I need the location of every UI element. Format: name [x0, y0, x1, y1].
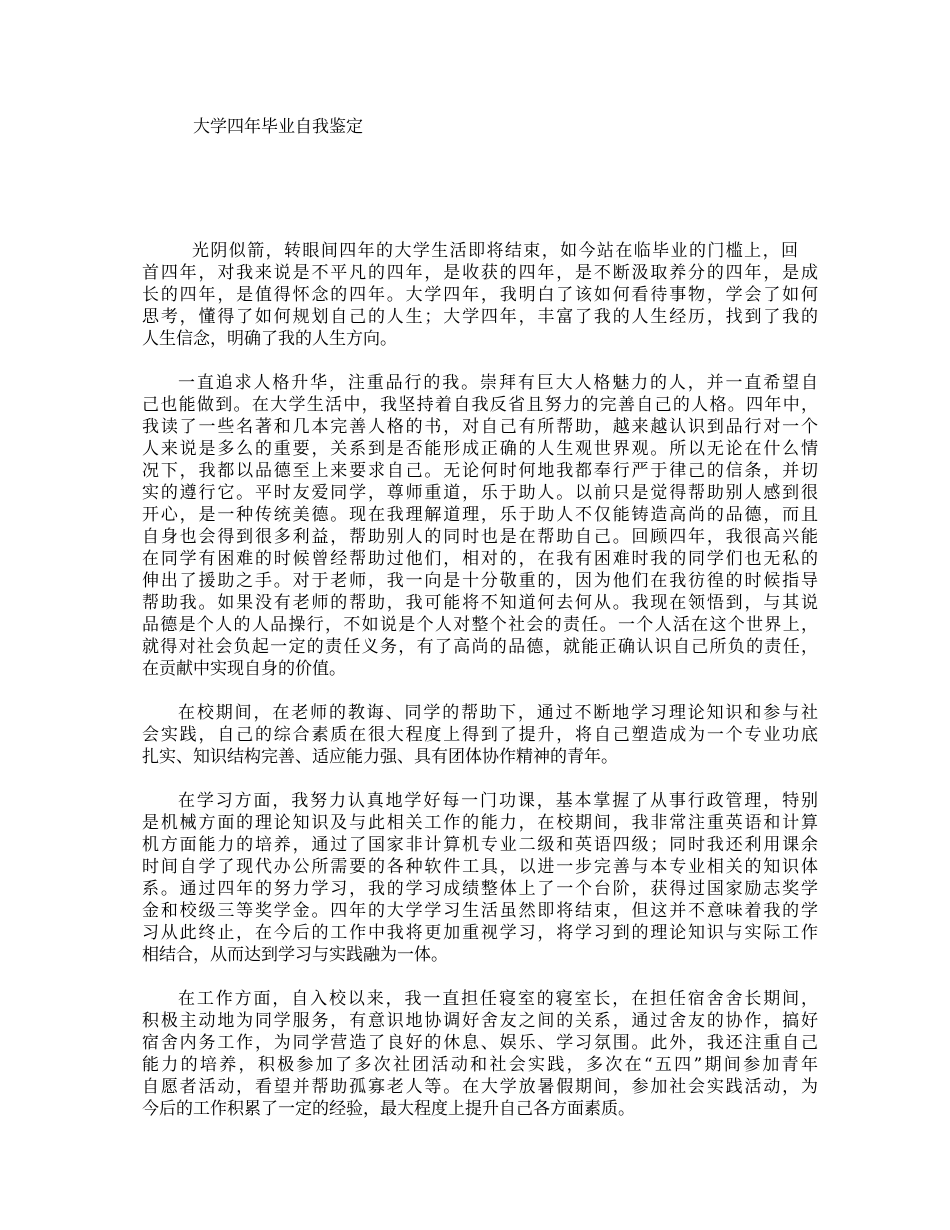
- paragraph-line: 在工作方面，自入校以来，我一直担任寝室的寝室长，在担任宿舍舍长期间，: [178, 989, 818, 1009]
- paragraph-line: 实的遵行它。平时友爱同学，尊师重道，乐于助人。以前只是觉得帮助别人感到很: [142, 483, 818, 503]
- paragraph-line: 今后的工作积累了一定的经验，最大程度上提升自己各方面素质。: [142, 1099, 635, 1119]
- paragraph-line: 一直追求人格升华，注重品行的我。崇拜有巨大人格魅力的人，并一直希望自: [178, 373, 818, 393]
- paragraph-line: 帮助我。如果没有老师的帮助，我可能将不知道何去何从。我现在领悟到，与其说: [142, 593, 818, 613]
- paragraph-line: 在贡献中实现自身的价值。: [142, 659, 346, 679]
- paragraph-line: 品德是个人的人品操行，不如说是个人对整个社会的责任。一个人活在这个世界上，: [142, 615, 818, 635]
- paragraph-line: 在校期间，在老师的教诲、同学的帮助下，通过不断地学习理论知识和参与社: [178, 703, 818, 723]
- document-title: 大学四年毕业自我鉴定: [193, 117, 363, 137]
- paragraph-line: 会实践，自己的综合素质在很大程度上得到了提升，将自己塑造成为一个专业功底: [142, 725, 818, 745]
- paragraph-line: 己也能做到。在大学生活中，我坚持着自我反省且努力的完善自己的人格。四年中，: [142, 395, 818, 415]
- paragraph-line: 我读了一些名著和几本完善人格的书，对自己有所帮助，越来越认识到品行对一个: [142, 417, 818, 437]
- paragraph-line: 思考，懂得了如何规划自己的人生；大学四年，丰富了我的人生经历，找到了我的: [142, 307, 818, 327]
- paragraph-line: 自愿者活动，看望并帮助孤寡老人等。在大学放暑假期间，参加社会实践活动，为: [142, 1077, 818, 1097]
- paragraph-line: 是机械方面的理论知识及与此相关工作的能力，在校期间，我非常注重英语和计算: [142, 813, 818, 833]
- paragraph-line: 金和校级三等奖学金。四年的大学学习生活虽然即将结束，但这并不意味着我的学: [142, 901, 818, 921]
- paragraph-line: 相结合，从而达到学习与实践融为一体。: [142, 945, 448, 965]
- paragraph-line: 扎实、知识结构完善、适应能力强、具有团体协作精神的青年。: [142, 747, 618, 767]
- paragraph-line: 积极主动地为同学服务，有意识地协调好舍友之间的关系，通过舍友的协作，搞好: [142, 1011, 818, 1031]
- paragraph-line: 人来说是多么的重要，关系到是否能形成正确的人生观世界观。所以无论在什么情: [142, 439, 818, 459]
- paragraph-line: 长的四年，是值得怀念的四年。大学四年，我明白了该如何看待事物，学会了如何: [142, 285, 818, 305]
- paragraph-line: 光阴似箭，转眼间四年的大学生活即将结束，如今站在临毕业的门槛上，回: [192, 241, 798, 261]
- paragraph-line: 人生信念，明确了我的人生方向。: [142, 329, 397, 349]
- paragraph-line: 伸出了援助之手。对于老师，我一向是十分敬重的，因为他们在我彷徨的时候指导: [142, 571, 818, 591]
- paragraph-line: 机方面能力的培养，通过了国家非计算机专业二级和英语四级；同时我还利用课余: [142, 835, 818, 855]
- paragraph-line: 就得对社会负起一定的责任义务，有了高尚的品德，就能正确认识自己所负的责任，: [142, 637, 818, 657]
- paragraph-line: 习从此终止，在今后的工作中我将更加重视学习，将学习到的理论知识与实际工作: [142, 923, 818, 943]
- paragraph-line: 在同学有困难的时候曾经帮助过他们，相对的，在我有困难时我的同学们也无私的: [142, 549, 818, 569]
- paragraph-line: 系。通过四年的努力学习，我的学习成绩整体上了一个台阶，获得过国家励志奖学: [142, 879, 818, 899]
- paragraph-line: 况下，我都以品德至上来要求自己。无论何时何地我都奉行严于律己的信条，并切: [142, 461, 818, 481]
- paragraph-line: 能力的培养，积极参加了多次社团活动和社会实践，多次在“五四”期间参加青年: [142, 1055, 818, 1075]
- paragraph-line: 自身也会得到很多利益，帮助别人的同时也是在帮助自己。回顾四年，我很高兴能: [142, 527, 818, 547]
- paragraph-line: 宿舍内务工作，为同学营造了良好的休息、娱乐、学习氛围。此外，我还注重自己: [142, 1033, 818, 1053]
- paragraph-line: 首四年，对我来说是不平凡的四年，是收获的四年，是不断汲取养分的四年，是成: [142, 263, 818, 283]
- paragraph-line: 时间自学了现代办公所需要的各种软件工具，以进一步完善与本专业相关的知识体: [142, 857, 818, 877]
- paragraph-line: 开心，是一种传统美德。现在我理解道理，乐于助人不仅能铸造高尚的品德，而且: [142, 505, 818, 525]
- paragraph-line: 在学习方面，我努力认真地学好每一门功课，基本掌握了从事行政管理，特别: [178, 791, 818, 811]
